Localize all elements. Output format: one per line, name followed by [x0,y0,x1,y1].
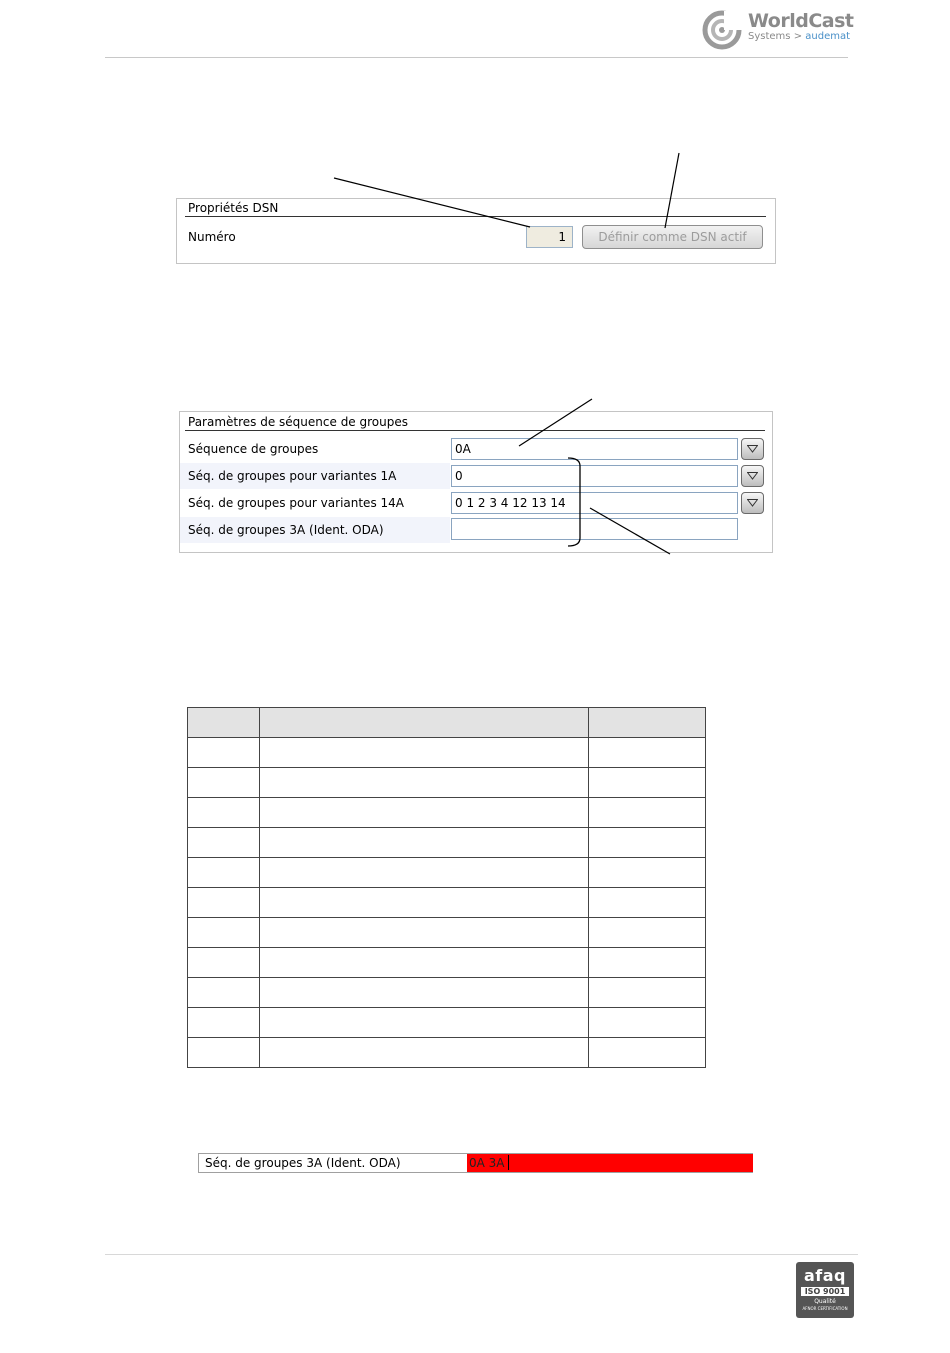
table-cell [589,1038,706,1068]
table-cell [260,738,589,768]
cert-org: AFNOR CERTIFICATION [802,1306,848,1311]
table-cell [589,1008,706,1038]
variants-1a-field[interactable]: 0 [451,465,738,487]
set-active-dsn-button[interactable]: Définir comme DSN actif [582,225,763,249]
group-sequence-label: Séquence de groupes [188,442,319,456]
footer-divider [105,1254,858,1255]
table-cell [188,798,260,828]
table-header-cell [589,708,706,738]
afaq-iso-badge [796,1262,854,1318]
number-label: Numéro [188,230,236,244]
table-cell [260,858,589,888]
arrow-from-bracket [590,508,670,554]
table-cell [260,918,589,948]
table-cell [589,948,706,978]
table-cell [188,948,260,978]
table-cell [188,858,260,888]
table-cell [188,918,260,948]
arrow-to-set-active-button [665,153,679,228]
brand-name: WorldCast [748,10,854,32]
table-cell [260,1038,589,1068]
table-cell [260,978,589,1008]
table-cell [589,978,706,1008]
oda-error-row [198,1153,753,1173]
group-3a-oda-label: Séq. de groupes 3A (Ident. ODA) [188,523,384,537]
variants-1a-label: Séq. de groupes pour variantes 1A [188,469,397,483]
table-row [188,948,706,978]
variants-14a-label: Séq. de groupes pour variantes 14A [188,496,404,510]
table-cell [589,828,706,858]
table-header-cell [188,708,260,738]
table-row [188,1038,706,1068]
table-cell [589,738,706,768]
cert-quality: Qualité [814,1298,836,1305]
table-cell [188,1008,260,1038]
cert-brand: afaq [803,1266,846,1285]
table-cell [589,888,706,918]
table-row [188,768,706,798]
group-types-table [187,707,706,1068]
variants-14a-field[interactable]: 0 1 2 3 4 12 13 14 [451,492,738,514]
brand-sub-sep: > [793,31,803,42]
table-row [188,918,706,948]
table-cell [188,1038,260,1068]
table-row [188,738,706,768]
arrow-to-number-field [334,178,530,227]
table-cell [188,888,260,918]
group-panel-title: Paramètres de séquence de groupes [188,415,408,429]
oda-error-value: 0A 3A [469,1156,505,1170]
text-cursor [508,1155,509,1170]
table-row [188,798,706,828]
variants-bracket [568,458,580,546]
table-row [188,888,706,918]
table-cell [260,768,589,798]
table-cell [260,948,589,978]
table-cell [188,978,260,1008]
oda-error-field[interactable] [467,1154,753,1172]
table-cell [188,828,260,858]
table-cell [589,798,706,828]
table-cell [260,798,589,828]
group-sequence-field[interactable]: 0A [451,438,738,460]
brand-sub-left: Systems [748,31,791,42]
arrow-to-group-sequence [519,399,592,446]
table-cell [589,918,706,948]
table-header-row [188,708,706,738]
table-row [188,828,706,858]
table-cell [260,1008,589,1038]
table-cell [589,768,706,798]
table-header-cell [260,708,589,738]
oda-error-label: Séq. de groupes 3A (Ident. ODA) [205,1156,401,1170]
dsn-number-field[interactable]: 1 [526,226,573,248]
table-cell [260,828,589,858]
table-cell [188,738,260,768]
brand-sub-right: audemat [805,31,851,42]
table-cell [188,768,260,798]
table-cell [260,888,589,918]
table-row [188,978,706,1008]
table-row [188,1008,706,1038]
cert-standard: ISO 9001 [801,1287,849,1296]
dsn-panel-title: Propriétés DSN [188,201,279,215]
table-cell [589,858,706,888]
table-row [188,858,706,888]
